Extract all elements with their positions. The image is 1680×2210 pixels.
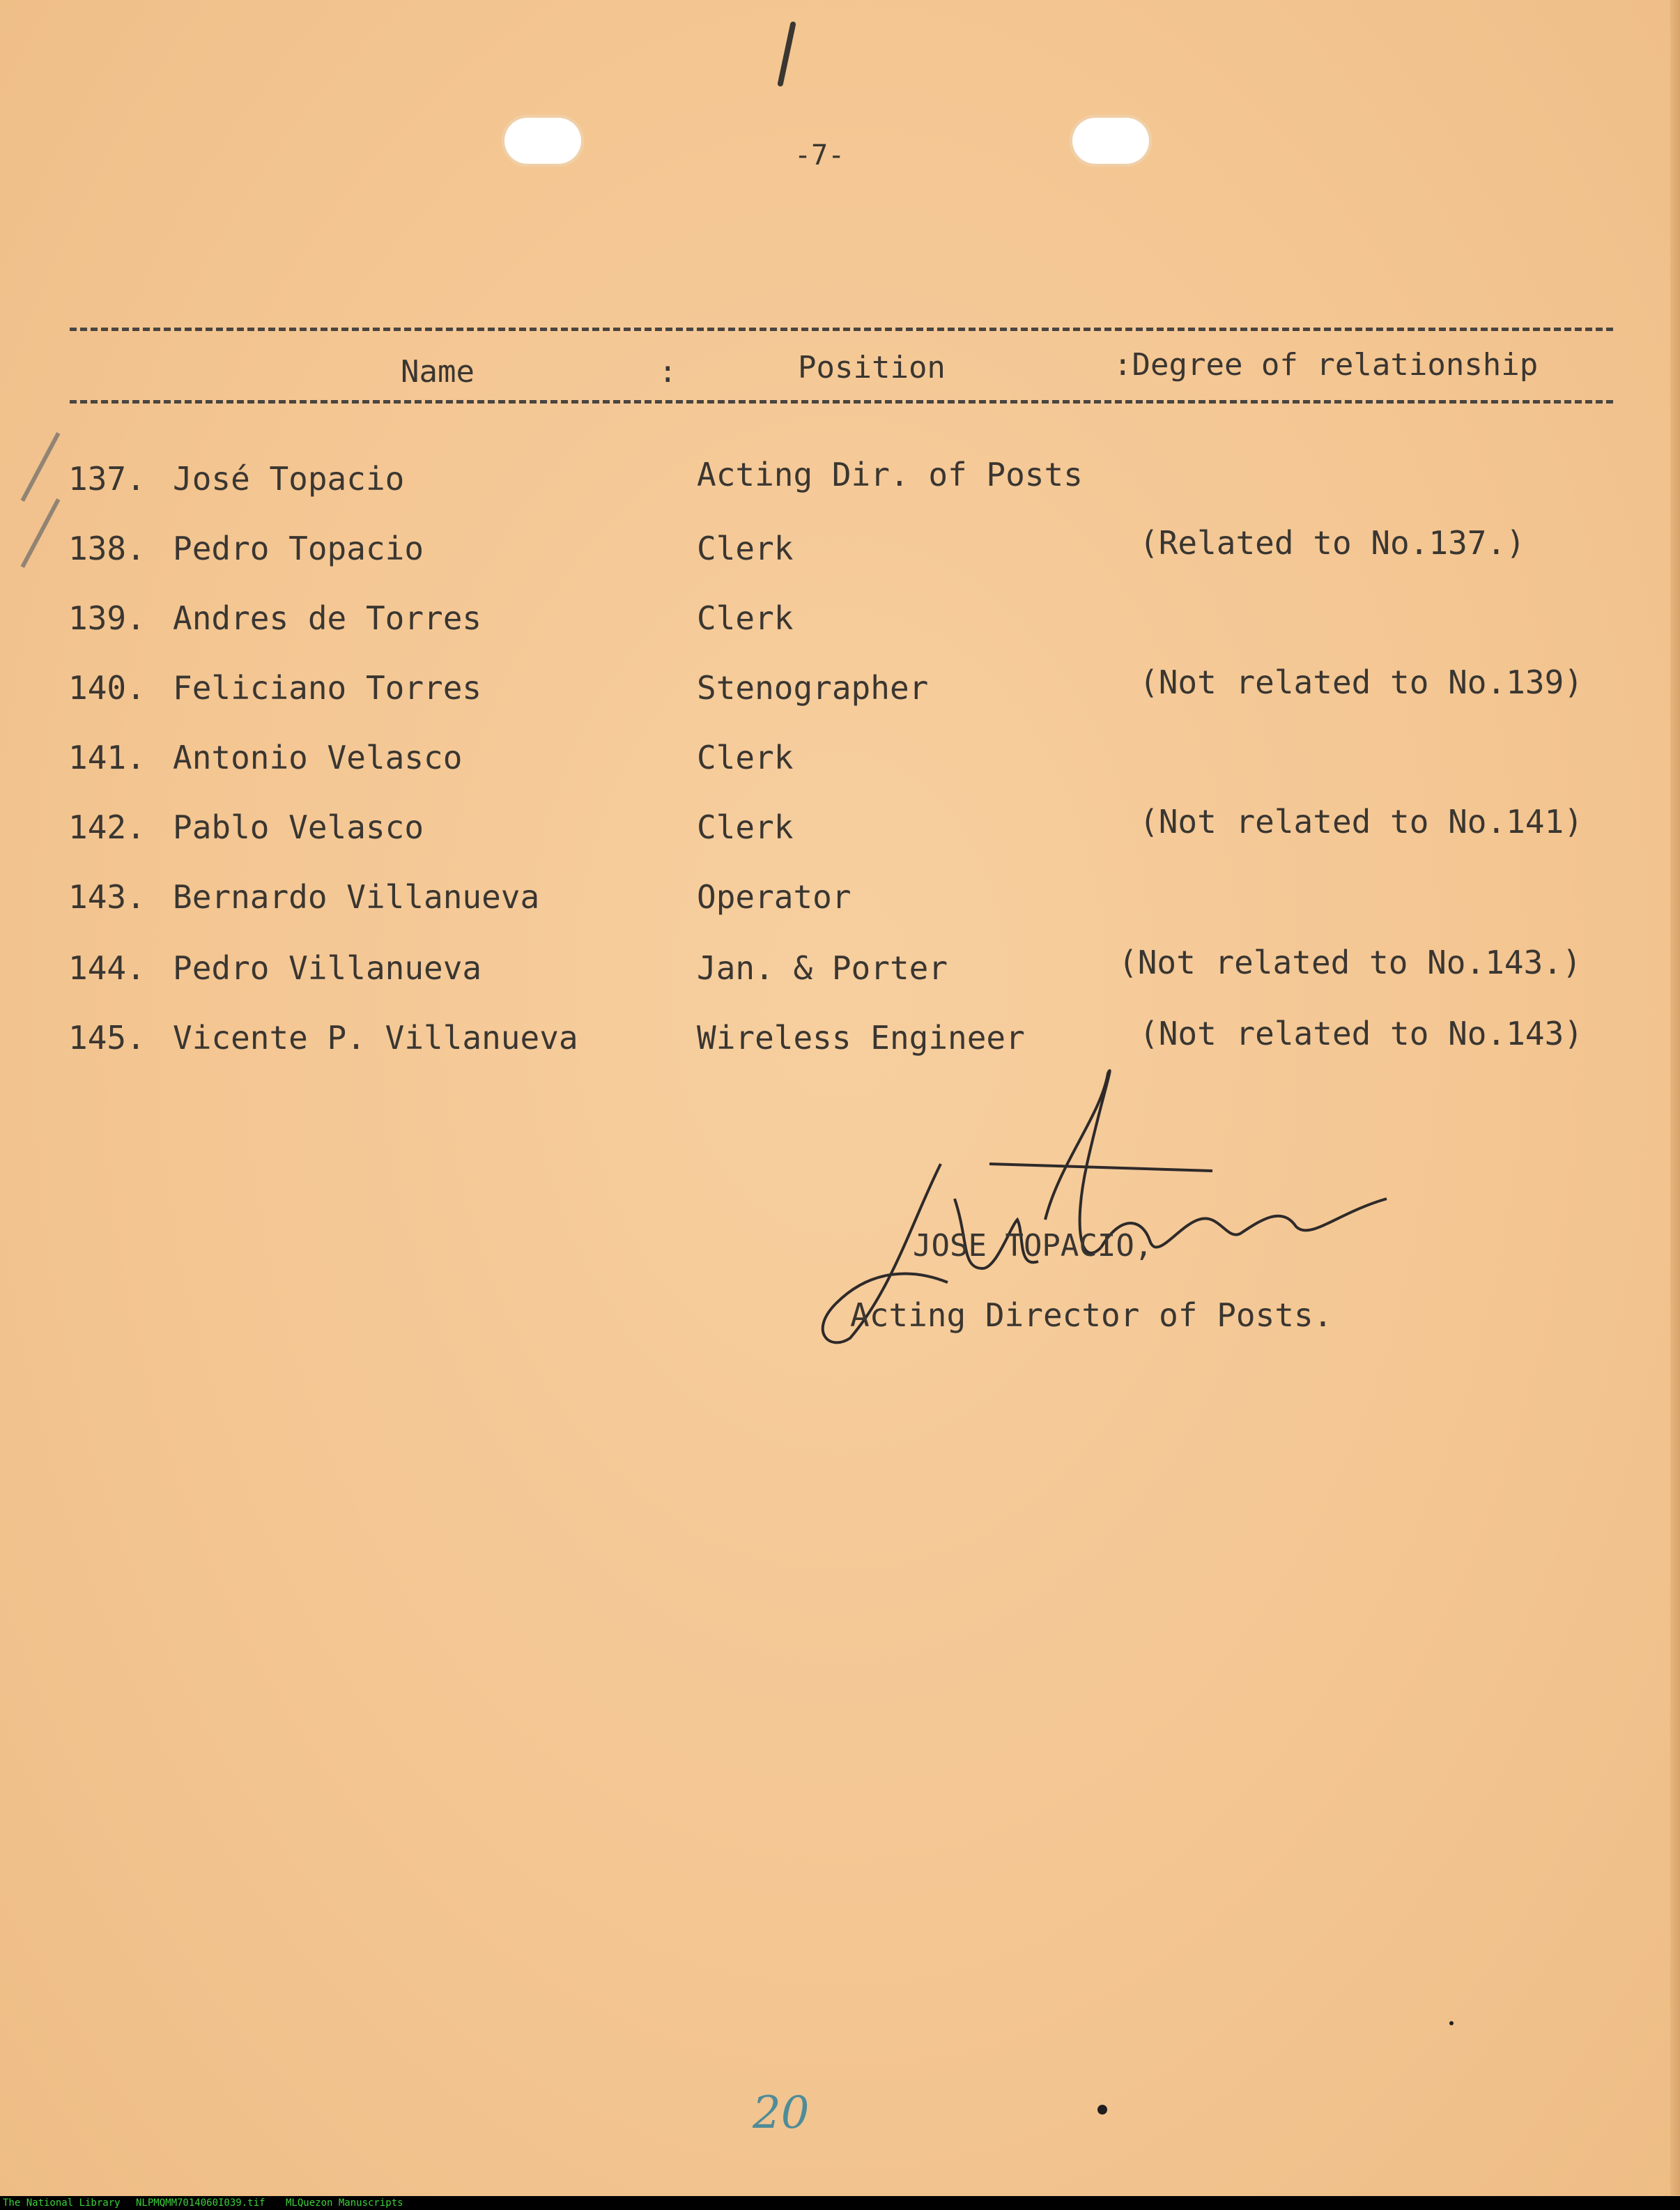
row-number: 138. — [68, 530, 146, 567]
table-row — [0, 599, 1680, 648]
row-name: Bernardo Villanueva — [173, 878, 540, 916]
footer-file: NLPMQMM7014060I039.tif — [136, 2197, 265, 2209]
footer-library: The National Library — [3, 2197, 121, 2209]
row-relation: (Not related to No.143.) — [1118, 944, 1582, 981]
row-position: Acting Dir. of Posts — [697, 456, 1083, 493]
row-name: Andres de Torres — [173, 599, 482, 637]
row-name: José Topacio — [173, 460, 405, 498]
row-name: Vicente P. Villanueva — [173, 1019, 578, 1057]
header-name: Name — [401, 354, 475, 390]
row-position: Stenographer — [697, 669, 929, 707]
punch-hole-left — [502, 115, 584, 167]
row-name: Antonio Velasco — [173, 739, 463, 776]
row-relation: (Not related to No.143) — [1139, 1015, 1583, 1052]
header-rule-top — [70, 328, 1613, 331]
header-relationship: :Degree of relationship — [1113, 347, 1539, 383]
row-position: Wireless Engineer — [697, 1019, 1025, 1057]
paper-edge — [1670, 0, 1680, 2195]
page-number: -7- — [794, 139, 845, 171]
table-row — [0, 456, 1680, 509]
row-relation: (Related to No.137.) — [1139, 524, 1525, 562]
table-row — [0, 739, 1680, 788]
table-row — [0, 663, 1680, 718]
row-relation: (Not related to No.139) — [1139, 663, 1583, 701]
table-row — [0, 803, 1680, 857]
row-position: Clerk — [697, 530, 794, 567]
row-position: Clerk — [697, 739, 794, 776]
table-row — [0, 524, 1680, 578]
row-number: 141. — [68, 739, 146, 776]
header-position: Position — [798, 350, 946, 385]
ink-spot — [1449, 2021, 1454, 2025]
row-number: 137. — [68, 460, 146, 498]
row-name: Pedro Villanueva — [173, 949, 482, 987]
footer-collection: MLQuezon Manuscripts — [286, 2197, 403, 2209]
header-separator: : — [658, 354, 677, 390]
signatory-name: JOSE TOPACIO, — [913, 1228, 1153, 1264]
stamp-number: 20 — [753, 2087, 810, 2139]
row-number: 142. — [68, 808, 146, 846]
row-position: Clerk — [697, 599, 794, 637]
header-rule-bottom — [70, 400, 1613, 404]
row-position: Clerk — [697, 808, 794, 846]
row-number: 144. — [68, 949, 146, 987]
row-position: Operator — [697, 878, 851, 916]
footer-bar — [0, 2196, 1680, 2210]
ink-spot — [1097, 2105, 1107, 2115]
signatory-title: Acting Director of Posts. — [850, 1296, 1333, 1334]
table-row — [0, 944, 1680, 998]
row-number: 143. — [68, 878, 146, 916]
row-position: Jan. & Porter — [697, 949, 948, 987]
row-number: 140. — [68, 669, 146, 707]
row-relation: (Not related to No.141) — [1139, 803, 1583, 841]
row-name: Feliciano Torres — [173, 669, 482, 707]
table-row — [0, 878, 1680, 927]
punch-hole-right — [1070, 115, 1152, 167]
row-number: 145. — [68, 1019, 146, 1057]
row-name: Pablo Velasco — [173, 808, 424, 846]
row-name: Pedro Topacio — [173, 530, 424, 567]
row-number: 139. — [68, 599, 146, 637]
